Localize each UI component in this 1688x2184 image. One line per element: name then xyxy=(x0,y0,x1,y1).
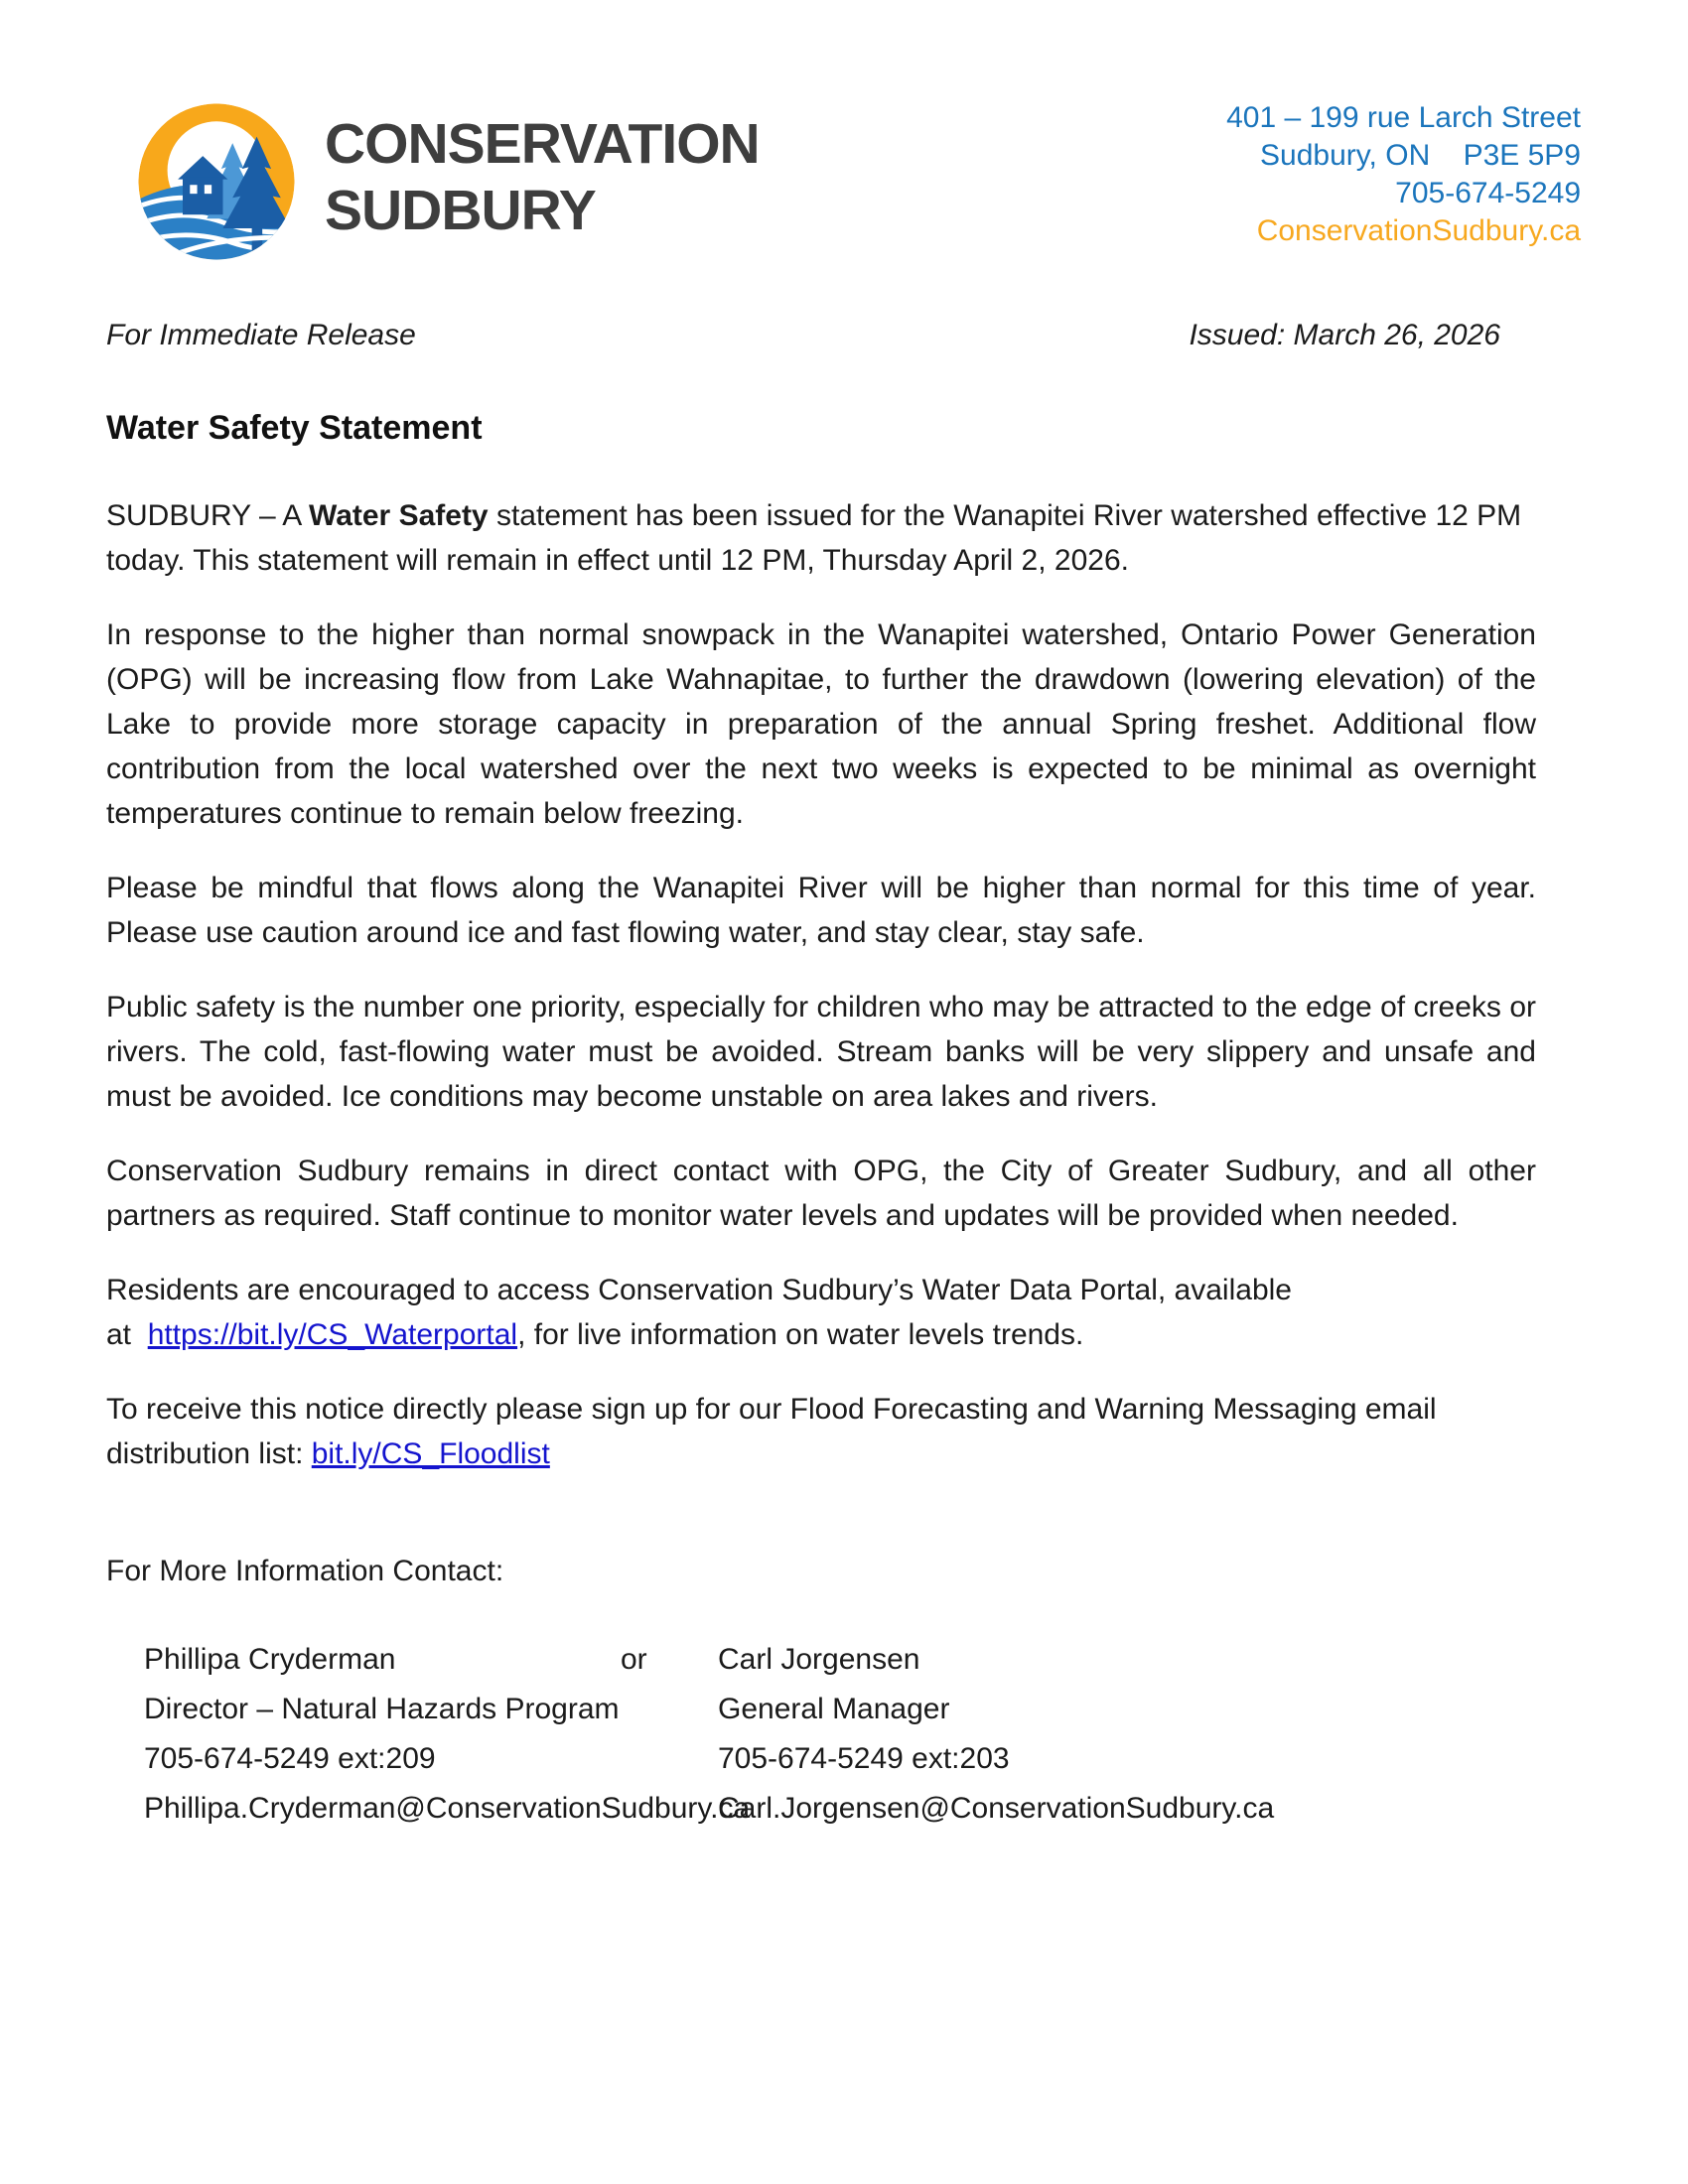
document-title: Water Safety Statement xyxy=(106,409,483,447)
org-name-line2: SUDBURY xyxy=(325,179,596,243)
release-row xyxy=(106,318,1536,353)
contact-right-phone: 705-674-5249 ext:203 xyxy=(718,1742,1010,1775)
paragraph-intro xyxy=(106,493,1536,583)
release-label: For Immediate Release xyxy=(106,319,416,351)
portal-post: , for live information on water levels trends. xyxy=(517,1318,1084,1351)
intro-post: statement has been issued for the Wanapitei River watershed effective 12 PM today. This statement will remain in effect until 12 PM, Thursday April 2, 2026. xyxy=(106,499,1522,577)
paragraph-water-portal xyxy=(106,1268,1536,1357)
paragraph-monitoring: Conservation Sudbury remains in direct contact with OPG, the City of Greater Sudbury, and all other partners as required. Staff continue to monitor water levels and updates will be provided when needed. xyxy=(106,1155,1536,1232)
floodlist-link[interactable]: bit.ly/CS_Floodlist xyxy=(311,1437,550,1470)
intro-pre: SUDBURY – A xyxy=(106,499,309,532)
address-street: 401 – 199 rue Larch Street xyxy=(1226,101,1581,134)
contact-left xyxy=(144,1635,751,1834)
document-body xyxy=(106,318,1536,1834)
contact-right-email: Carl.Jorgensen@ConservationSudbury.ca xyxy=(718,1792,1275,1825)
address-city: Sudbury, ON P3E 5P9 xyxy=(1260,139,1581,172)
contact-heading: For More Information Contact: xyxy=(106,1555,504,1587)
contact-right-name: Carl Jorgensen xyxy=(718,1643,920,1676)
paragraph-opg-flows: In response to the higher than normal snowpack in the Wanapitei watershed, Ontario Power Generation (OPG) will be increasing flow from Lake Wahnapitae, to further the drawdown (lowering elevation) of the Lake to provide more storage capacity in preparation of the annual Spring freshet. Additional flow contribution from the local watershed over the next two weeks is expected to be minimal as overnight temperatures continue to remain below freezing. xyxy=(106,618,1536,830)
issued-date: Issued: March 26, 2026 xyxy=(1189,319,1500,351)
contact-left-name: Phillipa Cryderman xyxy=(144,1643,396,1676)
paragraph-public-safety: Public safety is the number one priority, especially for children who may be attracted to the edge of creeks or rivers. The cold, fast-flowing water must be avoided. Stream banks will be very slippery and unsafe and must be avoided. Ice conditions may become unstable on area lakes and rivers. xyxy=(106,991,1536,1113)
conservation-sudbury-logo-icon xyxy=(136,99,297,264)
contact-left-email: Phillipa.Cryderman@ConservationSudbury.ca xyxy=(144,1792,751,1825)
portal-line2-pre: at xyxy=(106,1318,148,1351)
org-website[interactable]: ConservationSudbury.ca xyxy=(1256,214,1581,247)
contact-right-title: General Manager xyxy=(718,1693,950,1725)
letterhead xyxy=(0,0,1688,278)
signup-pre: To receive this notice directly please sign up for our Flood Forecasting and Warning Messaging email distribution list: xyxy=(106,1393,1437,1470)
org-wordmark xyxy=(325,111,760,245)
address-phone: 705-674-5249 xyxy=(1395,177,1581,209)
portal-line1: Residents are encouraged to access Conservation Sudbury’s Water Data Portal, available xyxy=(106,1274,1292,1306)
intro-bold: Water Safety xyxy=(309,499,489,532)
contact-left-title: Director – Natural Hazards Program xyxy=(144,1693,620,1725)
org-name-line1: CONSERVATION xyxy=(325,112,760,176)
paragraph-signup xyxy=(106,1387,1536,1476)
contact-separator: or xyxy=(621,1643,647,1676)
contact-right xyxy=(718,1635,1536,1834)
waterportal-link[interactable]: https://bit.ly/CS_Waterportal xyxy=(147,1318,518,1351)
contact-left-phone: 705-674-5249 ext:209 xyxy=(144,1742,436,1775)
contact-block xyxy=(144,1635,1536,1834)
org-address-block xyxy=(1226,99,1581,250)
paragraph-caution: Please be mindful that flows along the Wanapitei River will be higher than normal for this time of year. Please use caution around ice and fast flowing water, and stay clear, stay safe. xyxy=(106,872,1536,949)
